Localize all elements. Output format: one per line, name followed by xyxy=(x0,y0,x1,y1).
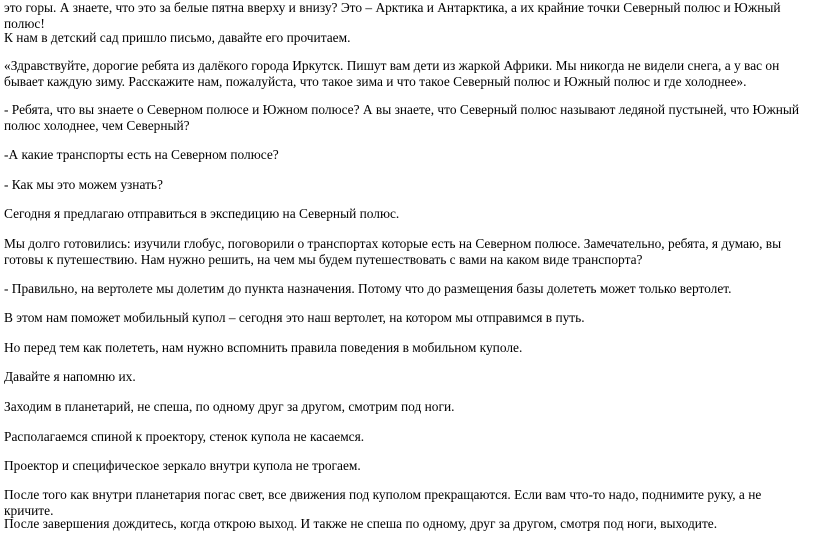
paragraph-mobile-dome: В этом нам поможет мобильный купол – сегодня это наш вертолет, на котором мы отправимся в путь. xyxy=(4,310,585,325)
paragraph-question-transport: -А какие транспорты есть на Северном полюсе? xyxy=(4,147,279,162)
paragraph-question-poles: - Ребята, что вы знаете о Северном полюсе и Южном полюсе? А вы знаете, что Северный полюс называют ледяной пустыней, что Южный полюс холоднее, чем Северный? xyxy=(4,102,800,133)
paragraph-expedition: Сегодня я предлагаю отправиться в экспедицию на Северный полюс. xyxy=(4,206,400,221)
paragraph-rules-intro: Но перед тем как полететь, нам нужно вспомнить правила поведения в мобильном куполе. xyxy=(4,340,523,355)
paragraph-letter-arrived: К нам в детский сад пришло письмо, давайте его прочитаем. xyxy=(4,30,351,45)
paragraph-preparation: Мы долго готовились: изучили глобус, поговорили о транспортах которые есть на Северном полюсе. Замечательно, ребята, я думаю, вы готовы к путешествию. Нам нужно решить, на чем мы будем путешествовать с вами на каком виде транспорта? xyxy=(4,236,782,267)
paragraph-rule-position: Располагаемся спиной к проектору, стенок купола не касаемся. xyxy=(4,429,365,444)
paragraph-rule-projector: Проектор и специфическое зеркало внутри купола не трогаем. xyxy=(4,458,361,473)
paragraph-rule-enter: Заходим в планетарий, не спеша, по одному друг за другом, смотрим под ноги. xyxy=(4,399,455,414)
paragraph-remind: Давайте я напомню их. xyxy=(4,369,136,384)
paragraph-question-how: - Как мы это можем узнать? xyxy=(4,177,163,192)
paragraph-letter-text: «Здравствуйте, дорогие ребята из далёкого города Иркутск. Пишут вам дети из жаркой Африки. Мы никогда не видели снега, а у вас он бывает каждую зиму. Расскажите нам, пожалуйста, что такое зима и что такое Северный полюс и Южный полюс и где холоднее». xyxy=(4,58,780,89)
paragraph-rule-lights-off: После того как внутри планетария погас свет, все движения под куполом прекращаются. Если вам что-то надо, поднимите руку, а не кричите. xyxy=(4,487,762,518)
paragraph-intro-poles: это горы. А знаете, что это за белые пятна вверху и внизу? Это – Арктика и Антарктика, а их крайние точки Северный полюс и Южный полюс! xyxy=(4,0,781,31)
paragraph-helicopter: - Правильно, на вертолете мы долетим до пункта назначения. Потому что до размещения базы долететь может только вертолет. xyxy=(4,281,732,296)
paragraph-rule-exit: После завершения дождитесь, когда открою выход. И также не спеша по одному, друг за другом, смотря под ноги, выходите. xyxy=(4,516,718,531)
